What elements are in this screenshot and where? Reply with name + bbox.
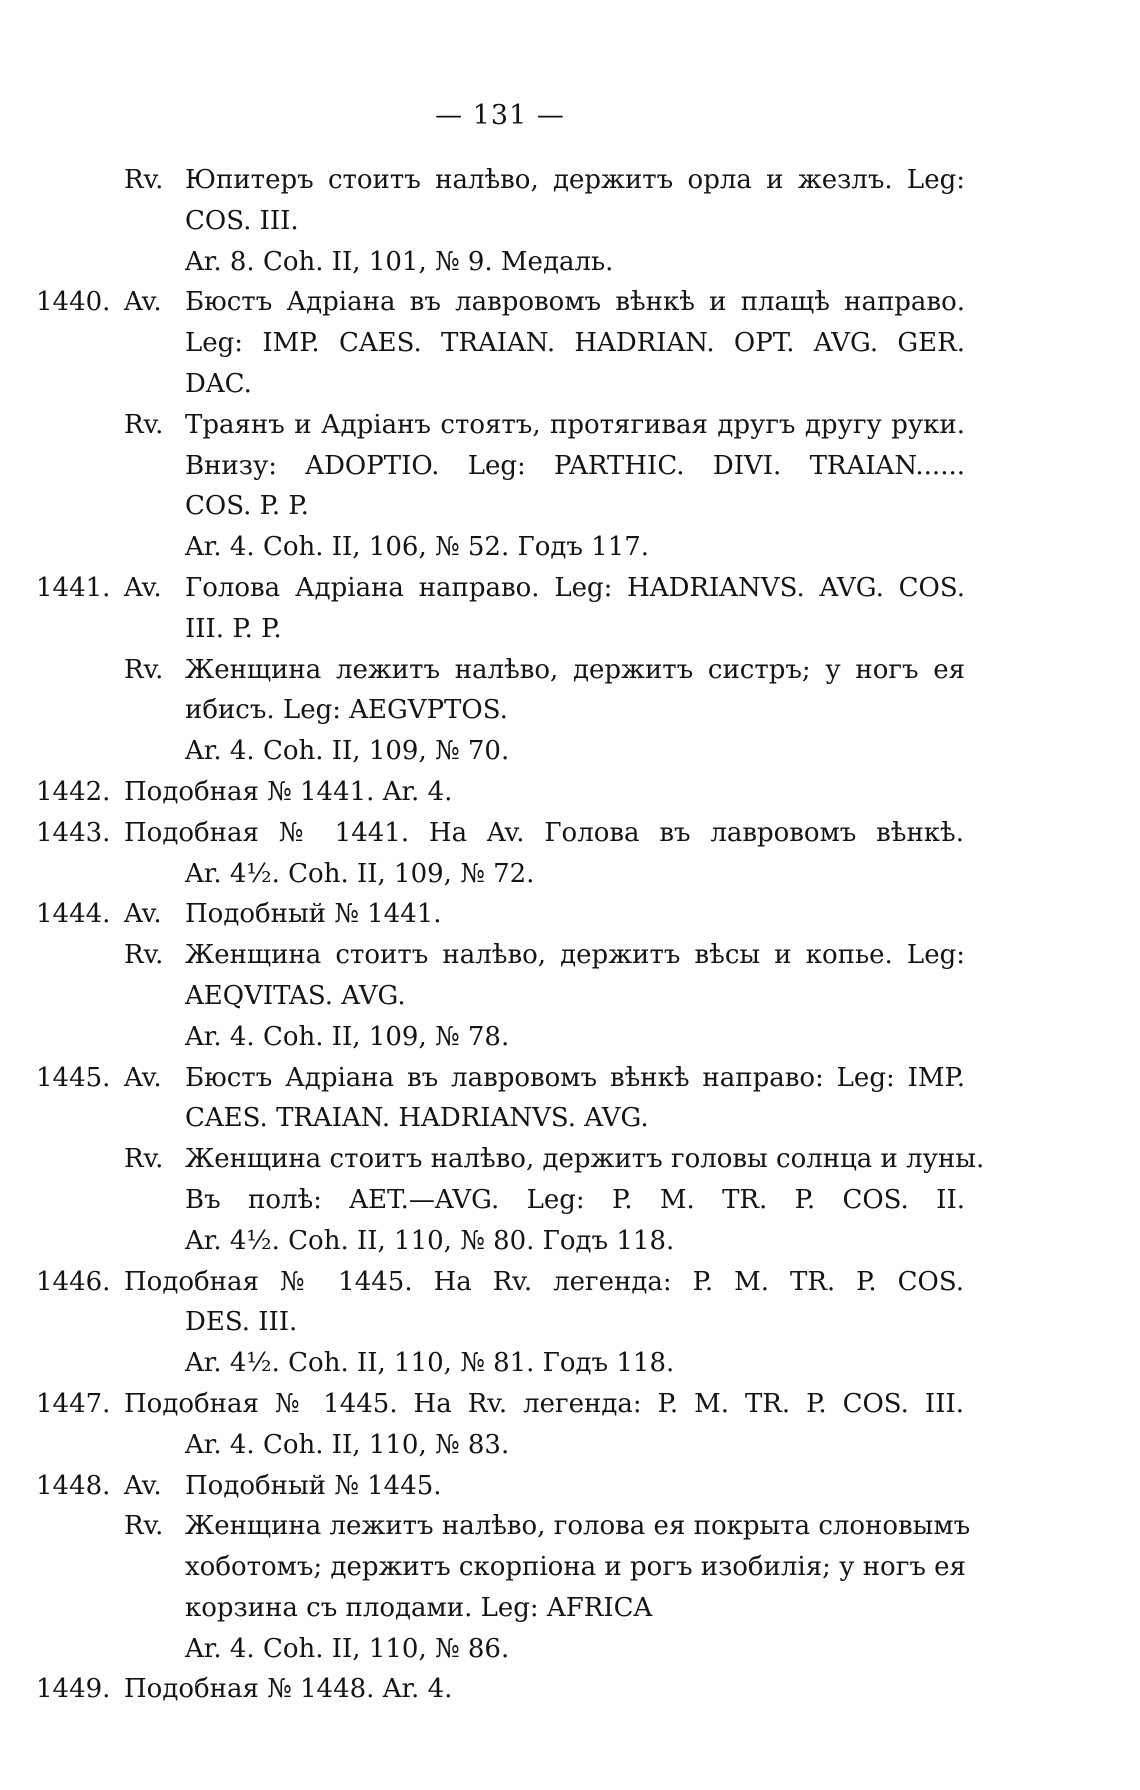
reference-text: Ar. 4½. Coh. II, 110, № 80. Годъ 118. [185, 1225, 675, 1256]
catalog-line [0, 894, 1140, 935]
side-label: Av. [124, 287, 162, 318]
catalog-line [0, 650, 1140, 691]
entry-number: 1441. [36, 572, 111, 603]
entry-number: 1443. [36, 817, 111, 848]
entry-number: 1444. [36, 899, 111, 930]
catalog-line [0, 813, 1140, 854]
catalog-line [0, 1262, 1140, 1303]
catalog-line [0, 1017, 1140, 1058]
catalog-line [0, 935, 1140, 976]
side-label: Rv. [124, 409, 164, 440]
catalog-line [0, 242, 1140, 283]
catalog-line [0, 568, 1140, 609]
description-text: COS. III. [185, 205, 299, 236]
description-text: Бюстъ Адріана въ лавровомъ вѣнкѣ направо: Leg: IMP. [185, 1062, 965, 1093]
description-text: ибисъ. Leg: AEGVPTOS. [185, 695, 508, 726]
description-text: Въ полѣ: AET.—AVG. Leg: P. M. TR. P. COS. II. [185, 1184, 965, 1215]
side-label: Av. [124, 899, 162, 930]
catalog-line [0, 609, 1140, 650]
description-text: хоботомъ; держитъ скорпіона и рогъ изобилія; у ногъ ея [185, 1552, 966, 1583]
side-label: Rv. [124, 654, 164, 685]
description-text: III. P. P. [185, 613, 282, 644]
catalog-line [0, 201, 1140, 242]
side-label: Rv. [124, 165, 164, 195]
description-text: Траянъ и Адріанъ стоятъ, протягивая другъ другу руки. [185, 409, 965, 440]
catalog-line [0, 976, 1140, 1017]
entry-number: 1445. [36, 1062, 111, 1093]
entry-number: 1440. [36, 287, 111, 318]
side-label: Av. [124, 1062, 162, 1093]
side-label: Av. [124, 1470, 162, 1501]
catalog-entries [0, 160, 1140, 1710]
description-text: Подобная № 1445. На Rv. легенда: P. M. TR. P. COS. III. [124, 1388, 964, 1419]
description-text: Женщина стоитъ налѣво, держитъ головы солнца и луны. [185, 1144, 985, 1175]
description-text: Женщина стоитъ налѣво, держитъ вѣсы и копье. Leg: [185, 940, 965, 971]
entry-number: 1448. [36, 1470, 111, 1501]
catalog-line [0, 1221, 1140, 1262]
reference-text: Ar. 4. Coh. II, 110, № 83. [185, 1429, 510, 1460]
catalog-line [0, 160, 1140, 201]
catalog-line [0, 323, 1140, 364]
description-text: Голова Адріана направо. Leg: HADRIANVS. AVG. COS. [185, 572, 965, 603]
description-text: AEQVITAS. AVG. [185, 980, 406, 1011]
catalog-line [0, 486, 1140, 527]
description-text: Внизу: ADOPTIO. Leg: PARTHIC. DIVI. TRAIAN...... [185, 450, 965, 481]
catalog-line [0, 446, 1140, 487]
reference-text: Ar. 4½. Coh. II, 109, № 72. [185, 858, 535, 889]
catalog-line [0, 1139, 1140, 1180]
reference-text: Ar. 4. Coh. II, 110, № 86. [185, 1633, 510, 1664]
catalog-line [0, 1466, 1140, 1507]
catalog-line [0, 1302, 1140, 1343]
description-text: Подобный № 1441. [185, 899, 442, 930]
description-text: CAES. TRAIAN. HADRIANVS. AVG. [185, 1103, 649, 1134]
catalog-line [0, 1384, 1140, 1425]
description-text: Юпитеръ стоитъ налѣво, держитъ орла и жезлъ. Leg: [185, 165, 965, 195]
description-text: Женщина лежитъ налѣво, держитъ систръ; у ногъ ея [185, 654, 965, 685]
catalog-line [0, 690, 1140, 731]
reference-text: Ar. 4. Coh. II, 109, № 70. [185, 736, 510, 767]
side-label: Av. [124, 572, 162, 603]
catalog-line [0, 1343, 1140, 1384]
catalog-line [0, 405, 1140, 446]
catalog-line [0, 731, 1140, 772]
description-text: корзина съ плодами. Leg: AFRICA [185, 1592, 653, 1623]
description-text: Подобная № 1445. На Rv. легенда: P. M. TR. P. COS. [124, 1266, 964, 1297]
page-number: — 131 — [435, 100, 565, 131]
reference-text: Ar. 4. Coh. II, 109, № 78. [185, 1021, 510, 1052]
entry-number: 1442. [36, 776, 111, 807]
catalog-line [0, 1547, 1140, 1588]
catalog-line [0, 1098, 1140, 1139]
entry-number: 1447. [36, 1388, 111, 1419]
reference-text: Ar. 4½. Coh. II, 110, № 81. Годъ 118. [185, 1348, 675, 1379]
reference-text: Ar. 4. Coh. II, 106, № 52. Годъ 117. [185, 532, 650, 563]
catalog-line [0, 1669, 1140, 1710]
catalog-line [0, 527, 1140, 568]
description-text: Подобная № 1441. Ar. 4. [124, 776, 453, 807]
entry-number: 1446. [36, 1266, 111, 1297]
catalog-line [0, 1588, 1140, 1629]
description-text: DAC. [185, 368, 252, 399]
catalog-line [0, 1506, 1140, 1547]
catalog-line [0, 364, 1140, 405]
catalog-line [0, 1425, 1140, 1466]
reference-text: Ar. 8. Coh. II, 101, № 9. Медаль. [185, 246, 614, 277]
description-text: DES. III. [185, 1307, 298, 1338]
catalog-line [0, 1180, 1140, 1221]
side-label: Rv. [124, 1144, 164, 1175]
description-text: Подобная № 1448. Ar. 4. [124, 1674, 453, 1705]
catalog-line [0, 854, 1140, 895]
description-text: Leg: IMP. CAES. TRAIAN. HADRIAN. OPT. AVG. GER. [185, 328, 965, 359]
description-text: COS. P. P. [185, 491, 309, 522]
catalog-line [0, 1058, 1140, 1099]
description-text: Женщина лежитъ налѣво, голова ея покрыта слоновымъ [185, 1511, 971, 1542]
side-label: Rv. [124, 1511, 164, 1542]
side-label: Rv. [124, 940, 164, 971]
entry-number: 1449. [36, 1674, 111, 1705]
catalog-line [0, 1629, 1140, 1670]
description-text: Подобная № 1441. На Av. Голова въ лавровомъ вѣнкѣ. [124, 817, 964, 848]
description-text: Бюстъ Адріана въ лавровомъ вѣнкѣ и плащѣ направо. [185, 287, 965, 318]
description-text: Подобный № 1445. [185, 1470, 442, 1501]
catalog-line [0, 282, 1140, 323]
catalog-line [0, 772, 1140, 813]
